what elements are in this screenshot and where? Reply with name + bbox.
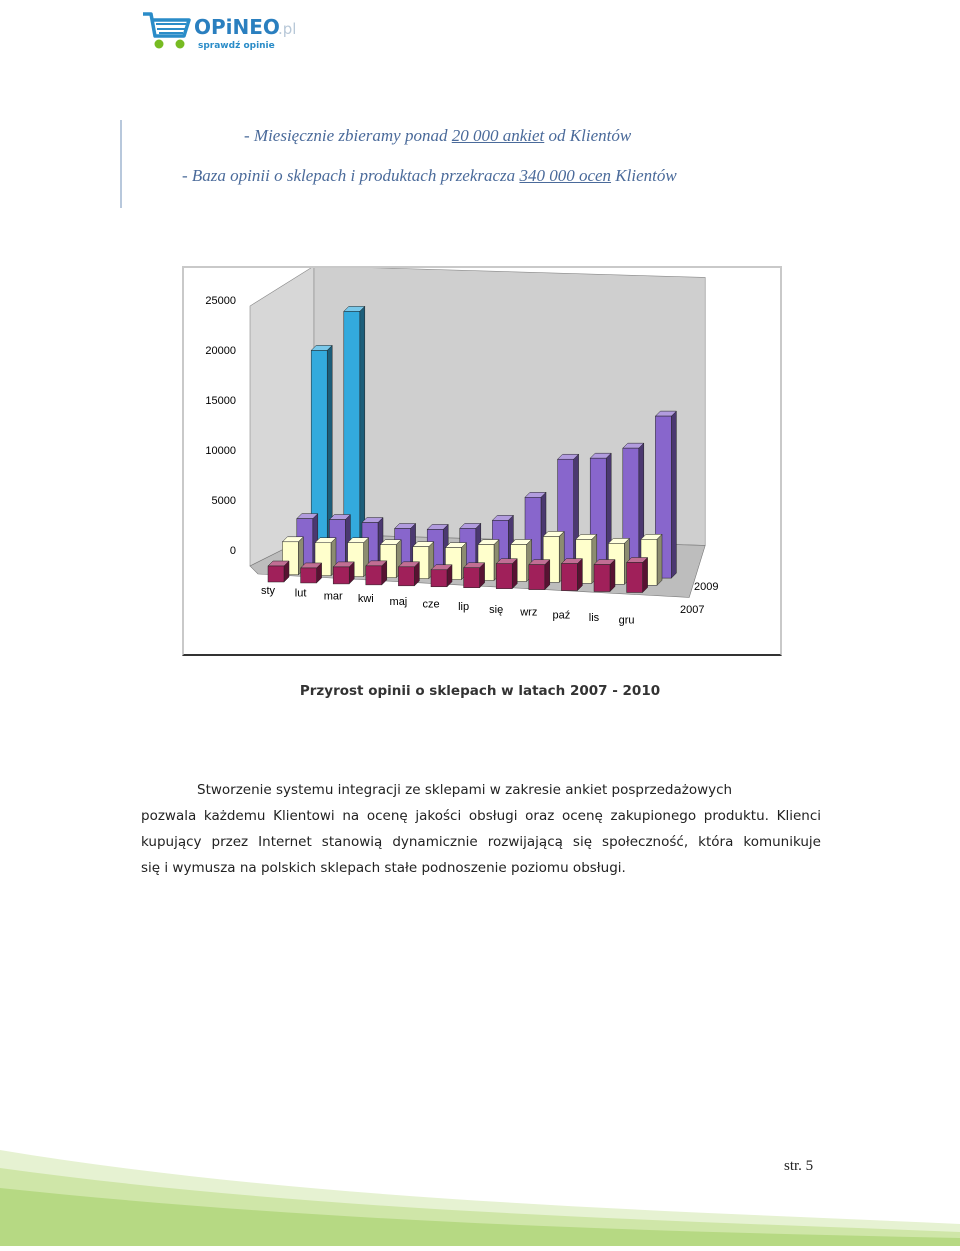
bar <box>431 570 447 587</box>
highlight-1-prefix: - Miesięcznie zbieramy ponad <box>244 126 452 145</box>
chart-caption: Przyrost opinii o sklepach w latach 2007 - 2010 <box>299 683 661 699</box>
highlight-1-suffix: od Klientów <box>544 126 632 145</box>
depth-label: 2007 <box>680 604 705 616</box>
body-paragraph <box>141 777 821 881</box>
highlight-line-2 <box>182 166 677 186</box>
highlight-1-link[interactable]: 20 000 ankiet <box>451 126 545 145</box>
depth-label: 2009 <box>694 581 719 593</box>
bar <box>627 562 643 592</box>
bar <box>594 565 610 592</box>
bar-side <box>671 411 676 578</box>
bar <box>529 565 545 590</box>
x-tick-label: gru <box>618 614 635 627</box>
highlights-block <box>120 120 822 208</box>
paragraph-line: pozwala każdemu Klientowi na ocenę jakości obsługi oraz ocenę zakupionego produktu. Klienci <box>141 808 821 824</box>
x-tick-label: się <box>489 603 504 616</box>
logo-tagline: sprawdź opinie <box>198 41 275 51</box>
highlight-line-1 <box>244 126 631 146</box>
y-tick-label: 15000 <box>205 395 236 407</box>
x-tick-label: sty <box>260 585 276 597</box>
x-tick-label: lis <box>588 612 600 624</box>
logo-suffix: .pl <box>278 20 297 38</box>
bar-side <box>577 559 582 591</box>
opinion-growth-chart <box>184 268 780 654</box>
y-tick-label: 5000 <box>211 495 236 507</box>
x-tick-label: paź <box>552 609 571 622</box>
x-tick-label: cze <box>422 598 440 611</box>
y-tick-label: 10000 <box>205 445 236 457</box>
paragraph-line: się i wymusza na polskich sklepach stałe podnoszenie poziomu obsługi. <box>141 860 626 876</box>
shopping-cart-icon <box>143 14 189 49</box>
bar-side <box>610 560 615 592</box>
paragraph-line: Stworzenie systemu integracji ze sklepami w zakresie ankiet posprzedażowych <box>197 782 733 798</box>
y-tick-label: 0 <box>229 545 236 557</box>
bar <box>398 567 414 586</box>
bar <box>301 568 317 583</box>
footer-decoration <box>0 1140 960 1246</box>
highlight-2-suffix: Klientów <box>611 166 677 185</box>
x-tick-label: lut <box>294 587 307 600</box>
paragraph-line: kupujący przez Internet stanowią dynamicznie rozwijającą się społeczność, która komunikuje <box>141 834 821 850</box>
x-tick-label: mar <box>323 590 343 603</box>
bar <box>366 566 382 585</box>
y-tick-label: 20000 <box>205 345 236 357</box>
highlight-2-prefix: - Baza opinii o sklepach i produktach przekracza <box>182 166 520 185</box>
chart-frame <box>182 266 782 656</box>
x-tick-label: lip <box>458 601 470 614</box>
x-tick-label: maj <box>389 595 408 608</box>
page-number: str. 5 <box>784 1158 814 1174</box>
bar <box>333 567 349 584</box>
bar-side <box>657 534 662 585</box>
logo-text: OPiNEO <box>194 15 280 39</box>
bar <box>464 568 480 588</box>
bar <box>496 564 512 589</box>
bar <box>268 566 284 582</box>
highlight-2-link[interactable]: 340 000 ocen <box>519 166 612 185</box>
bar <box>561 564 577 591</box>
x-tick-label: wrz <box>520 606 538 619</box>
bar-side <box>643 557 648 592</box>
chart-back-wall <box>314 268 705 545</box>
y-tick-label: 25000 <box>205 295 236 307</box>
x-tick-label: kwi <box>357 593 374 606</box>
opineo-logo <box>140 8 310 56</box>
